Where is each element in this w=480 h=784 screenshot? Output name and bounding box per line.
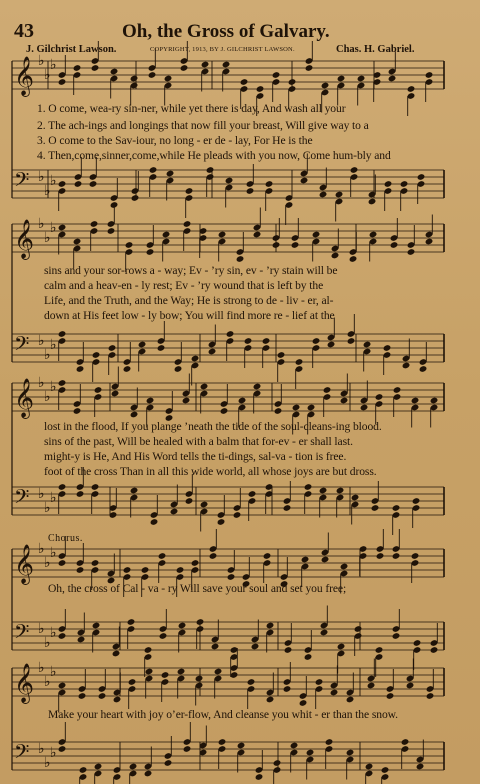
notehead-1-treble (90, 220, 99, 228)
notehead-4-bass (255, 773, 264, 781)
notehead-4-treble (386, 692, 395, 700)
verse-1-line-2: sins and your sor-rows a - way; Ev - ’ry sin, ev - ’ry stain will be (44, 264, 338, 277)
notehead-4-treble (247, 678, 256, 686)
hymn-number: 43 (14, 20, 34, 42)
notehead-4-bass (183, 745, 192, 753)
notehead-3-bass (430, 646, 439, 654)
notehead-4-bass (365, 763, 374, 771)
notehead-2-bass (130, 487, 139, 495)
notehead-4-treble (128, 678, 137, 686)
notehead-1-bass (347, 337, 356, 345)
notehead-1-bass (402, 362, 411, 370)
notehead-0-treble (201, 61, 210, 69)
notehead-2-bass (217, 518, 226, 526)
notehead-2-treble (360, 404, 369, 412)
verse-3-line-3: might-y is He, And His Word tells the ti-dings, sal-va - tion is free. (44, 450, 347, 463)
treble-clef-2: 𝄞 (14, 378, 35, 418)
notehead-2-treble (58, 379, 67, 387)
notehead-2-treble (111, 390, 120, 398)
notehead-1-bass (157, 344, 166, 352)
notehead-2-bass (91, 483, 100, 491)
notehead-2-treble (200, 383, 209, 391)
copyright-notice: COPYRIGHT, 1913, BY J. GILCHRIST LAWSON. (150, 46, 295, 53)
notehead-4-treble (406, 682, 415, 690)
notehead-0-treble (256, 85, 265, 93)
notehead-3-bass (127, 618, 136, 626)
notehead-4-treble (177, 668, 186, 676)
notehead-2-bass (233, 511, 242, 519)
notehead-3-bass (337, 643, 346, 651)
notehead-0-treble (425, 71, 434, 79)
notehead-3-bass (320, 629, 329, 637)
notehead-3-treble (176, 566, 185, 574)
treble-clef-0: 𝄞 (14, 56, 35, 96)
notehead-1-bass (138, 341, 147, 349)
notehead-3-treble (263, 552, 272, 560)
chorus-line-1: Oh, the cross of Cal - va - ry Will save your soul and set you free; (48, 582, 347, 595)
key-flat-0-bass-1: ♭ (44, 183, 51, 199)
notehead-1-bass (312, 337, 321, 345)
notehead-1-bass (327, 341, 336, 349)
notehead-2-bass (58, 483, 67, 491)
notehead-0-treble (240, 78, 249, 86)
notehead-1-treble (253, 231, 262, 239)
key-flat-3-treble-2: ♭ (50, 545, 57, 561)
notehead-3-bass (58, 632, 67, 640)
notehead-1-treble (272, 241, 281, 249)
verse-4-line-3: foot of the cross Than in all this wide world, all whose joys are but dross. (44, 465, 377, 478)
key-flat-2-bass-0: ♭ (38, 486, 45, 502)
notehead-2-bass (336, 487, 345, 495)
notehead-0-bass (300, 177, 309, 185)
notehead-4-treble (346, 696, 355, 704)
notehead-1-bass (174, 365, 183, 373)
notehead-0-bass (384, 180, 393, 188)
notehead-1-bass (76, 365, 85, 373)
notehead-4-treble (367, 682, 376, 690)
key-flat-3-bass-2: ♭ (50, 625, 57, 641)
notehead-4-bass (144, 770, 153, 778)
notehead-3-bass (266, 622, 275, 630)
notehead-0-treble (407, 85, 416, 93)
key-flat-0-treble-2: ♭ (50, 57, 57, 73)
verse-2-line-1: 2. The ach-ings and longings that now fill your breast, Will give way to a (37, 119, 369, 132)
notehead-1-bass (419, 365, 428, 373)
notehead-0-treble (130, 75, 139, 83)
notehead-3-bass (144, 646, 153, 654)
notehead-3-bass (196, 618, 205, 626)
notehead-2-treble (292, 404, 301, 412)
notehead-3-bass (413, 639, 422, 647)
notehead-3-bass (375, 646, 384, 654)
notehead-0-bass (417, 173, 426, 181)
notehead-3-treble (227, 573, 236, 581)
notehead-1-treble (146, 248, 155, 256)
notehead-0-bass (400, 180, 409, 188)
notehead-0-bass (319, 191, 328, 199)
notehead-3-treble (301, 556, 310, 564)
notehead-4-bass (129, 763, 138, 771)
notehead-2-treble (146, 397, 155, 405)
notehead-2-treble (323, 386, 332, 394)
notehead-0-bass (246, 187, 255, 195)
notehead-0-treble (148, 71, 157, 79)
notehead-0-treble (73, 64, 82, 72)
key-flat-1-bass-2: ♭ (50, 337, 57, 353)
notehead-4-bass (401, 738, 410, 746)
notehead-0-bass (166, 170, 175, 178)
notehead-2-treble (430, 397, 439, 405)
notehead-1-treble (125, 241, 134, 249)
key-flat-0-bass-2: ♭ (50, 173, 57, 189)
key-flat-3-treble-1: ♭ (44, 555, 51, 571)
notehead-1-treble (73, 238, 82, 246)
notehead-0-bass (131, 194, 140, 202)
notehead-3-bass (112, 650, 121, 658)
notehead-3-bass (304, 653, 313, 661)
notehead-4-treble (315, 678, 324, 686)
notehead-4-treble (330, 689, 339, 697)
notehead-3-treble (76, 566, 85, 574)
bass-clef-0: 𝄢 (14, 168, 30, 196)
bass-clef-1: 𝄢 (14, 332, 30, 360)
notehead-2-treble (182, 397, 191, 405)
notehead-2-treble (307, 404, 316, 412)
notehead-4-bass (218, 738, 227, 746)
notehead-1-bass (363, 341, 372, 349)
notehead-1-treble (236, 255, 245, 263)
notehead-0-bass (350, 166, 359, 174)
notehead-0-treble (321, 82, 330, 90)
notehead-2-bass (351, 494, 360, 502)
notehead-0-treble (288, 78, 297, 86)
notehead-2-treble (130, 411, 139, 419)
notehead-1-bass (92, 351, 101, 359)
notehead-4-bass (325, 738, 334, 746)
key-flat-3-bass-1: ♭ (44, 635, 51, 651)
chorus-line-2: Make your heart with joy o’er-flow, And cleanse you whit - er than the snow. (48, 708, 398, 721)
notehead-1-treble (331, 252, 340, 260)
notehead-2-treble (238, 397, 247, 405)
notehead-4-bass (290, 742, 299, 750)
notehead-2-treble (375, 393, 384, 401)
notehead-2-bass (392, 504, 401, 512)
notehead-0-bass (149, 166, 158, 174)
bass-clef-3: 𝄢 (14, 620, 30, 648)
notehead-0-bass (225, 177, 234, 185)
notehead-3-treble (58, 559, 67, 567)
notehead-1-bass (295, 358, 304, 366)
key-flat-4-bass-0: ♭ (38, 741, 45, 757)
hymn-title: Oh, the Gross of Galvary. (122, 21, 330, 42)
key-flat-4-treble-2: ♭ (50, 664, 57, 680)
notehead-1-bass (191, 355, 200, 363)
key-flat-3-bass-0: ♭ (38, 621, 45, 637)
notehead-1-treble (390, 241, 399, 249)
notehead-2-bass (371, 504, 380, 512)
notehead-2-treble (220, 407, 229, 415)
notehead-2-treble (253, 383, 262, 391)
notehead-0-treble (222, 61, 231, 69)
notehead-0-treble (91, 64, 100, 72)
notehead-1-bass (262, 337, 271, 345)
notehead-0-bass (74, 180, 83, 188)
verse-2-line-3: sins of the past, Will be healed with a balm that for-ev - er shall last. (44, 435, 353, 448)
notehead-2-bass (248, 490, 257, 498)
notehead-4-treble (195, 675, 204, 683)
notehead-3-bass (392, 632, 401, 640)
notehead-1-bass (108, 344, 117, 352)
notehead-2-bass (150, 518, 159, 526)
notehead-3-bass (92, 622, 101, 630)
notehead-4-bass (58, 745, 67, 753)
key-flat-4-bass-2: ♭ (50, 745, 57, 761)
composer-credit: Chas. H. Gabriel. (336, 44, 415, 55)
notehead-0-bass (368, 198, 377, 206)
notehead-3-treble (141, 566, 150, 574)
notehead-0-treble (337, 75, 346, 83)
notehead-1-treble (369, 231, 378, 239)
treble-clef-4: 𝄞 (14, 663, 35, 703)
key-flat-2-bass-2: ♭ (50, 490, 57, 506)
notehead-1-treble (58, 224, 67, 232)
notehead-0-treble (357, 75, 366, 83)
notehead-1-treble (349, 255, 358, 263)
notehead-1-bass (123, 365, 132, 373)
notehead-0-treble (58, 78, 67, 86)
key-flat-1-bass-0: ♭ (38, 333, 45, 349)
chorus-label: Chorus. (48, 533, 83, 544)
notehead-2-bass (283, 504, 292, 512)
notehead-2-bass (412, 497, 421, 505)
bass-clef-4: 𝄢 (14, 740, 30, 768)
key-flat-1-bass-1: ♭ (44, 347, 51, 363)
notehead-4-bass (273, 759, 282, 767)
notehead-1-bass (208, 348, 217, 356)
notehead-3-bass (251, 643, 260, 651)
notehead-3-treble (209, 552, 218, 560)
verse-1-line-3: lost in the flood, If you plange ’neath the tide of the soul-cleans-ing blood. (44, 420, 382, 433)
notehead-2-bass (304, 483, 313, 491)
notehead-0-bass (89, 180, 98, 188)
notehead-4-bass (164, 759, 173, 767)
notehead-0-bass (265, 180, 274, 188)
verse-2-line-2: calm and a heav-en - ly rest; Ev - ’ry wound that is left by the (44, 279, 324, 292)
key-flat-2-treble-1: ♭ (44, 389, 51, 405)
notehead-0-bass (185, 187, 194, 195)
lyricist-credit: J. Gilchrist Lawson. (26, 44, 117, 55)
notehead-1-bass (277, 351, 286, 359)
bass-clef-2: 𝄢 (14, 485, 30, 513)
notehead-4-bass (381, 766, 390, 774)
notehead-3-treble (91, 559, 100, 567)
notehead-4-treble (78, 692, 87, 700)
notehead-4-treble (145, 668, 154, 676)
notehead-3-bass (77, 636, 86, 644)
notehead-3-treble (158, 552, 167, 560)
key-flat-3-treble-0: ♭ (38, 541, 45, 557)
notehead-4-bass (416, 763, 425, 771)
key-flat-0-treble-0: ♭ (38, 53, 45, 69)
notehead-2-treble (411, 397, 420, 405)
key-flat-1-treble-1: ♭ (44, 230, 51, 246)
notehead-3-treble (392, 552, 401, 560)
key-flat-4-bass-1: ♭ (44, 755, 51, 771)
notehead-0-treble (388, 75, 397, 83)
notehead-2-treble (274, 407, 283, 415)
notehead-3-bass (284, 646, 293, 654)
notehead-2-treble (340, 397, 349, 405)
key-flat-1-treble-0: ♭ (38, 216, 45, 232)
notehead-3-bass (354, 625, 363, 633)
notehead-4-bass (79, 766, 88, 774)
key-flat-2-treble-0: ♭ (38, 375, 45, 391)
notehead-2-bass (185, 497, 194, 505)
notehead-0-bass (206, 166, 215, 174)
notehead-4-treble (161, 671, 170, 679)
notehead-2-treble (94, 386, 103, 394)
notehead-1-treble (291, 241, 300, 249)
treble-clef-3: 𝄞 (14, 544, 35, 584)
notehead-3-treble (191, 559, 200, 567)
key-flat-4-treble-1: ♭ (44, 674, 51, 690)
notehead-4-treble (283, 685, 292, 693)
notehead-2-treble (393, 386, 402, 394)
notehead-0-bass (58, 180, 67, 188)
notehead-3-treble (321, 556, 330, 564)
notehead-1-treble (107, 227, 116, 235)
notehead-4-bass (346, 749, 355, 757)
key-flat-0-bass-0: ♭ (38, 169, 45, 185)
treble-clef-1: 𝄞 (14, 219, 35, 259)
notehead-3-bass (211, 643, 220, 651)
notehead-3-bass (178, 622, 187, 630)
notehead-4-treble (98, 692, 107, 700)
notehead-3-treble (123, 566, 132, 574)
notehead-4-treble (266, 696, 275, 704)
notehead-1-treble (162, 231, 171, 239)
verse-3-line-1: 3. O come to the Sav-iour, no long - er de - lay, For He is the (37, 134, 313, 147)
notehead-3-bass (159, 632, 168, 640)
notehead-2-bass (170, 508, 179, 516)
notehead-3-treble (376, 552, 385, 560)
notehead-2-treble (73, 407, 82, 415)
key-flat-2-treble-2: ♭ (50, 379, 57, 395)
notehead-1-bass (383, 344, 392, 352)
verse-3-line-2: Life, and the Truth, and the Way; He is strong to de - liv - er, al- (44, 294, 334, 307)
notehead-3-treble (340, 563, 349, 571)
notehead-2-bass (200, 501, 209, 509)
key-flat-1-treble-2: ♭ (50, 220, 57, 236)
notehead-0-treble (180, 64, 189, 72)
notehead-1-treble (183, 220, 192, 228)
notehead-4-treble (426, 692, 435, 700)
key-flat-4-treble-0: ♭ (38, 660, 45, 676)
notehead-1-bass (58, 330, 67, 338)
notehead-4-treble (299, 699, 308, 707)
notehead-4-bass (237, 742, 246, 750)
notehead-1-treble (218, 231, 227, 239)
notehead-1-treble (407, 248, 416, 256)
key-flat-0-treble-1: ♭ (44, 67, 51, 83)
notehead-4-treble (113, 696, 122, 704)
notehead-0-treble (110, 68, 119, 76)
notehead-2-bass (319, 487, 328, 495)
notehead-3-treble (411, 552, 420, 560)
notehead-0-treble (164, 75, 173, 83)
notehead-4-treble (214, 668, 223, 676)
notehead-1-bass (244, 337, 253, 345)
verse-4-line-2: down at His feet low - ly bow; You will find more re - lief at the (44, 309, 335, 322)
notehead-0-treble (305, 64, 314, 72)
notehead-4-treble (58, 682, 67, 690)
notehead-1-bass (226, 330, 235, 338)
verse-1-line-1: 1. O come, wea-ry sin-ner, while yet there is day, And wash all your (37, 102, 346, 115)
key-flat-2-bass-1: ♭ (44, 500, 51, 516)
notehead-4-bass (306, 749, 315, 757)
verse-4-line-1: 4. Then,come,sinner,come,while He pleads with you now, Come hum-bly and (37, 149, 391, 162)
notehead-1-treble (425, 238, 434, 246)
notehead-0-bass (335, 191, 344, 199)
notehead-1-treble (312, 231, 321, 239)
notehead-4-bass (94, 763, 103, 771)
notehead-2-bass (76, 490, 85, 498)
notehead-0-treble (272, 71, 281, 79)
